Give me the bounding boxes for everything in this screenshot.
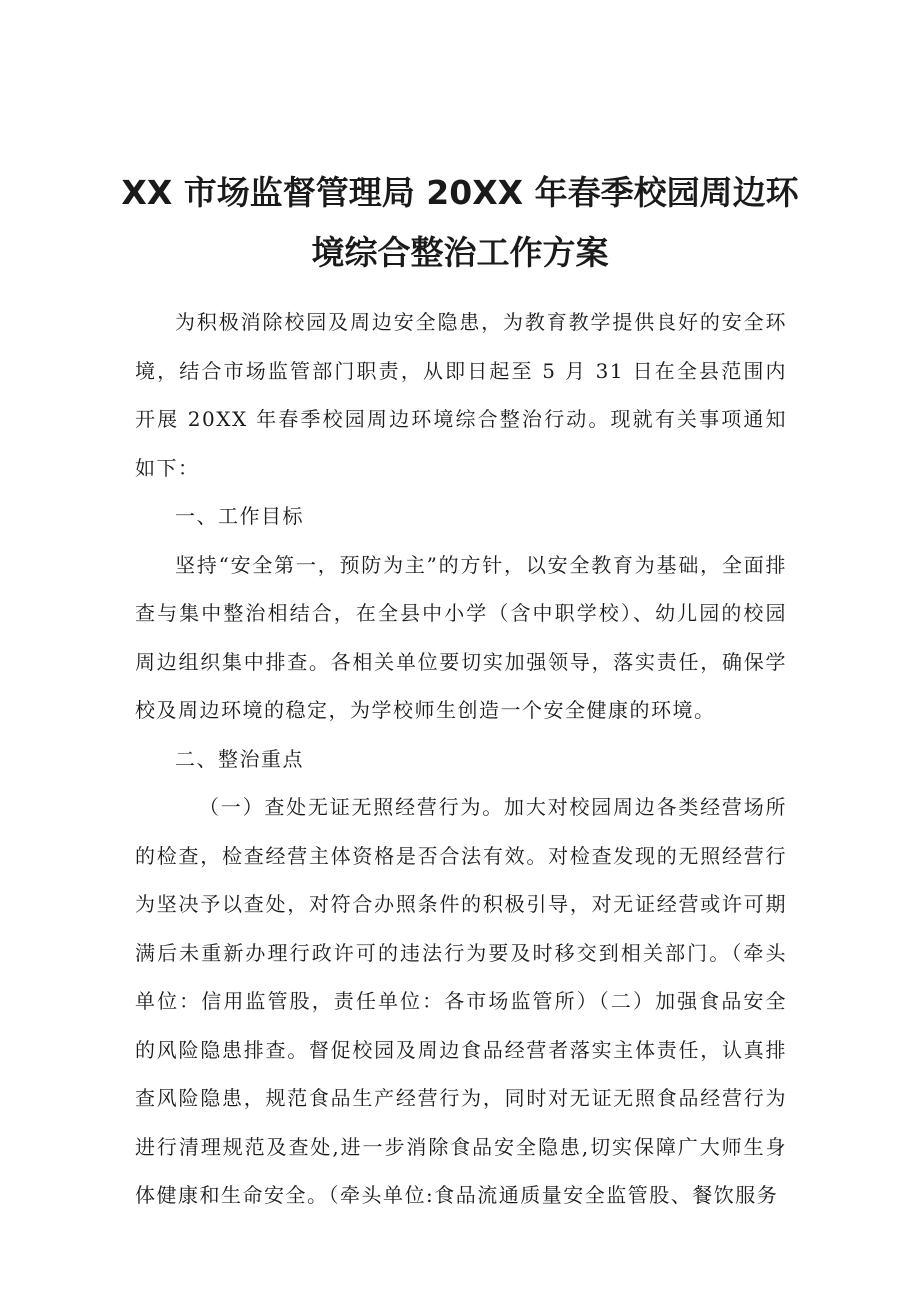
focus-paragraph: （一）查处无证无照经营行为。加大对校园周边各类经营场所的检查，检查经营主体资格是否合法有效。对检查发现的无照经营行为坚决予以查处，对符合办照条件的积极引导，对无证经营或许可期满后未重新办理行政许可的违法行为要及时移交到相关部门。（牵头单位：信用监管股，责任单位：各市场监管所）（二）加强食品安全的风险隐患排查。督促校园及周边食品经营者落实主体责任，认真排查风险隐患，规范食品生产经营行为，同时对无证无照食品经营行为进行清理规范及查处,进一步消除食品安全隐患,切实保障广大师生身体健康和生命安全。（牵头单位:食品流通质量安全监管股、餐饮服务 [135, 795, 787, 1207]
section-heading-focus: 二、整治重点 [175, 746, 304, 771]
intro-paragraph: 为积极消除校园及周边安全隐患，为教育教学提供良好的安全环境，结合市场监管部门职责，从即日起至 5 月 31 日在全县范围内开展 20XX 年春季校园周边环境综合整治行动。现就有关事项通知如下： [135, 310, 787, 480]
document-body [135, 298, 787, 1220]
document-title-line-2: 境综合整治工作方案 [311, 233, 609, 272]
document-title-line-1: XX 市场监督管理局 20XX 年春季校园周边环 [121, 173, 799, 212]
section-heading-goals: 一、工作目标 [175, 504, 304, 528]
goals-paragraph: 坚持“安全第一，预防为主”的方针，以安全教育为基础，全面排查与集中整治相结合，在全县中小学（含中职学校）、幼儿园的校园周边组织集中排查。各相关单位要切实加强领导，落实责任，确保学校及周边环境的稳定，为学校师生创造一个安全健康的环境。 [135, 552, 787, 722]
